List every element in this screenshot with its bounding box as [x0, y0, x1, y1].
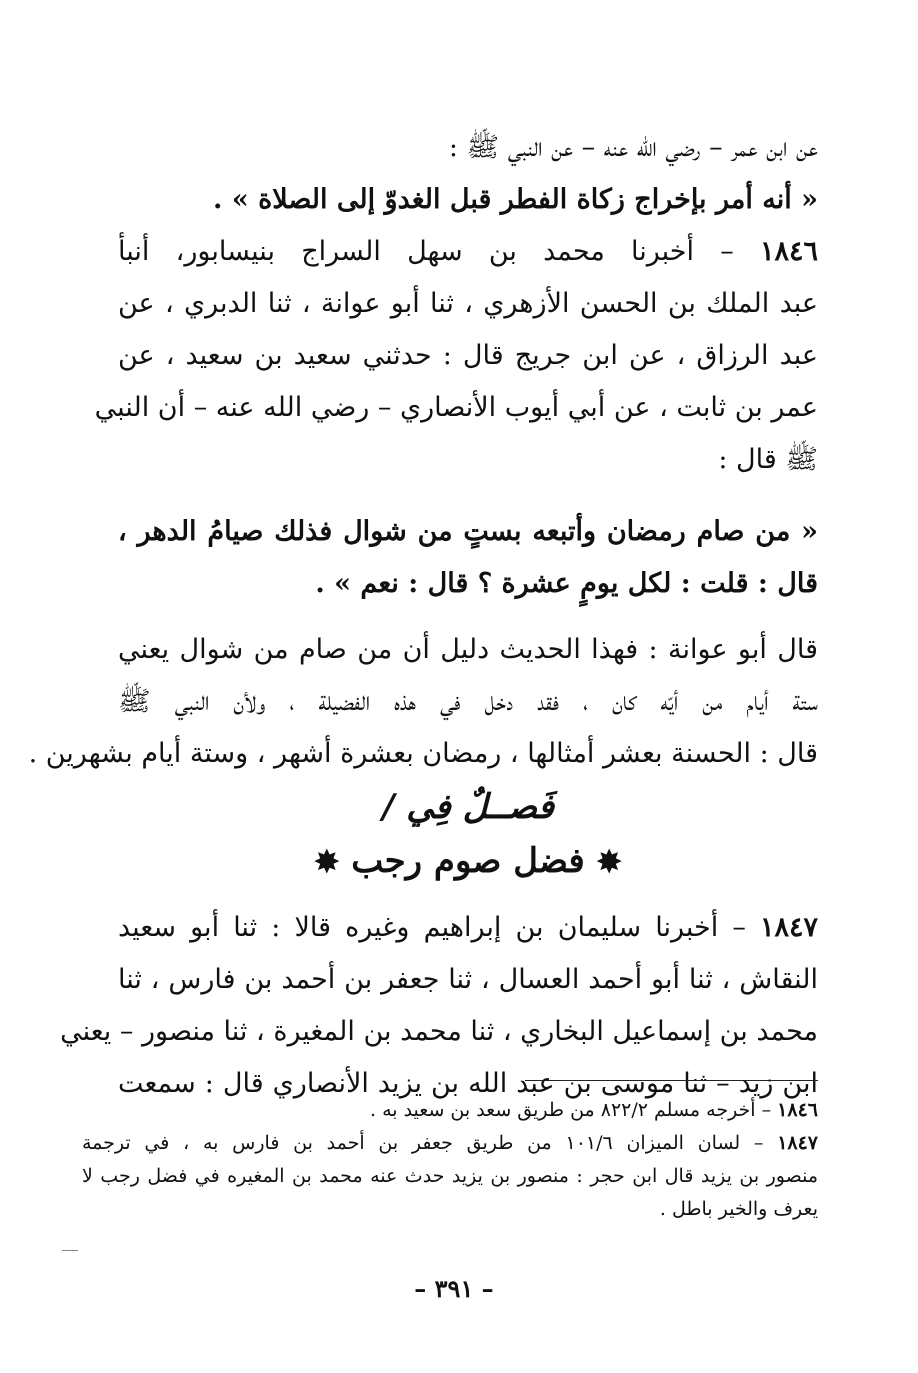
commentary-line-2: ستة أيام من أيّه كان ، فقد دخل في هذه الفضيلة ، ولأن النبي ﷺ: [118, 686, 818, 717]
hadith-2-line-1: « من صام رمضان وأتبعه بستٍ من شوال فذلك صيامُ الدهر ،: [118, 516, 818, 547]
section-title: [118, 834, 818, 888]
narration-1847-line-4: ابن زيد – ثنا موسى بن عبد الله بن يزيد الأنصاري قال : سمعت: [118, 1068, 818, 1099]
intro-line: عن ابن عمر – رضي الله عنه – عن النبي ﷺ :: [448, 132, 818, 163]
narration-1846-line-4: عمر بن ثابت ، عن أبي أيوب الأنصاري – رضي الله عنه – أن النبي: [94, 392, 818, 423]
footnote-1846: [82, 1094, 818, 1127]
footnote-1847-line-3: يعرف والخير باطل .: [659, 1198, 818, 1220]
footnote-1847-line-2: منصور بن يزيد قال ابن حجر : منصور بن يزيد حدث عنه محمد بن المغيره في فضل رجب لا: [82, 1165, 818, 1187]
margin-mark: [62, 1250, 78, 1251]
section-heading: فَصــلٌ فِي /: [381, 787, 555, 827]
footnote-1847-line-1: [82, 1127, 818, 1160]
page-body: [28, 122, 818, 1110]
hadith-1: « أنه أمر بإخراج زكاة الفطر قبل الغدوّ إلى الصلاة » .: [213, 184, 818, 215]
page-number: – ٣٩١ –: [414, 1274, 494, 1303]
star-ornament-icon: ✸: [596, 845, 622, 880]
narration-1847-line-3: محمد بن إسماعيل البخاري ، ثنا محمد بن المغيرة ، ثنا منصور – يعني: [60, 1016, 818, 1047]
footnote-1846-text: – أخرجه مسلم ٨٢٢/٢ من طريق سعد بن سعيد به .: [369, 1099, 772, 1121]
narration-1846-number: ١٨٤٦: [759, 236, 818, 267]
footnote-1846-number: ١٨٤٦: [777, 1099, 818, 1121]
narration-1847-text-1: – أخبرنا سليمان بن إبراهيم وغيره قالا : ثنا أبو سعيد: [118, 912, 746, 943]
narration-1847-line-1: [118, 902, 818, 954]
narration-1846-line-5: ﷺ قال :: [718, 444, 818, 475]
hadith-2-line-2: قال : قلت : لكل يومٍ عشرة ؟ قال : نعم » .: [315, 568, 818, 599]
commentary-line-3: قال : الحسنة بعشر أمثالها ، رمضان بعشرة أشهر ، وستة أيام بشهرين .: [28, 738, 818, 769]
footnote-1847-number: ١٨٤٧: [777, 1132, 819, 1154]
narration-1846-line-3: عبد الرزاق ، عن ابن جريج قال : حدثني سعيد بن سعيد ، عن: [118, 340, 818, 371]
commentary-line-1: قال أبو عوانة : فهذا الحديث دليل أن من صام من شوال يعني: [118, 634, 818, 665]
narration-1846-line-1: [118, 226, 818, 278]
narration-1846-text-1: – أخبرنا محمد بن سهل السراج بنيسابور، أنبأ: [118, 236, 734, 267]
star-ornament-icon: ✸: [314, 845, 340, 880]
footnote-1847-text-1: – لسان الميزان ١٠١/٦ من طريق جعفر بن أحمد بن فارس به ، في ترجمة: [82, 1132, 764, 1154]
narration-1847-number: ١٨٤٧: [759, 912, 818, 943]
section-title-text: فضل صوم رجب: [351, 841, 585, 881]
footnotes: [82, 1094, 818, 1226]
narration-1847-line-2: النقاش ، ثنا أبو أحمد العسال ، ثنا جعفر بن أحمد بن فارس ، ثنا: [118, 964, 818, 995]
narration-1846-line-2: عبد الملك بن الحسن الأزهري ، ثنا أبو عوانة ، ثنا الدبري ، عن: [118, 288, 818, 319]
footnote-divider: [525, 1080, 818, 1081]
